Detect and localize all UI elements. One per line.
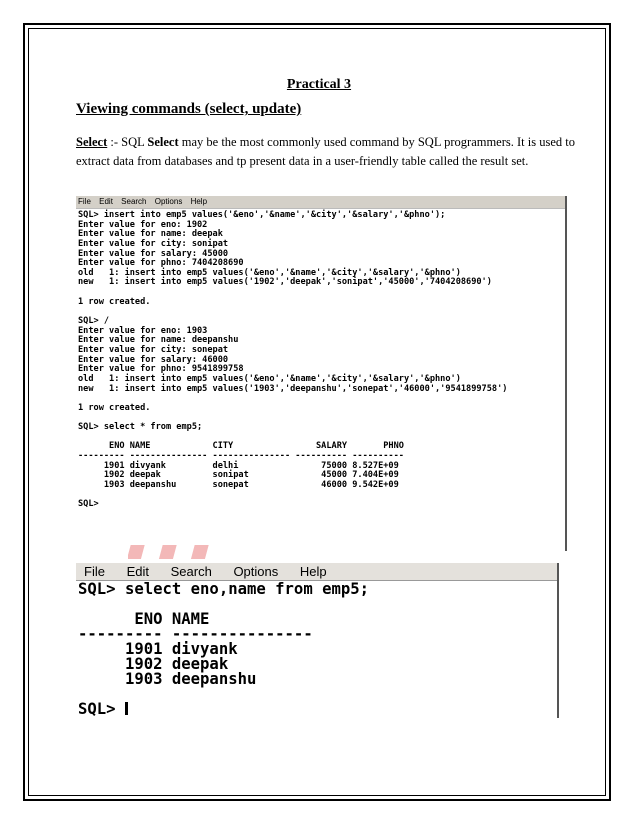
console-prompt-line[interactable] [78, 702, 557, 717]
console-line: 1901 divyank [78, 640, 238, 658]
section-heading: Viewing commands (select, update) [76, 101, 302, 117]
menu-edit[interactable]: Edit [99, 197, 113, 206]
menu-help[interactable]: Help [299, 564, 327, 579]
menu-file[interactable]: File [78, 197, 91, 206]
console-line: SQL> select eno,name from emp5; [78, 580, 370, 598]
console-line: Enter value for city: sonipat [78, 238, 229, 249]
console-line: ENO NAME CITY SALARY PHNO [78, 441, 404, 452]
console-line: Enter value for eno: 1902 [78, 219, 208, 230]
console-line [78, 687, 557, 702]
menu-help[interactable]: Help [190, 197, 208, 206]
menu-bar-1 [76, 196, 565, 209]
console-line: Enter value for phno: 7404208690 [78, 258, 244, 269]
console-line: SQL> insert into emp5 values('&eno','&name','&city','&salary','&phno'); [78, 210, 446, 220]
menu-search[interactable]: Search [121, 197, 147, 206]
console-line: Enter value for salary: 45000 [78, 248, 229, 259]
console-line [78, 394, 565, 404]
console-line: Enter value for city: sonepat [78, 344, 229, 355]
select-bold-word: Select [147, 135, 179, 149]
console-line: old 1: insert into emp5 values('&eno','&name','&city','&salary','&phno') [78, 267, 461, 278]
console-line: SQL> [78, 499, 99, 510]
console-line [78, 491, 565, 501]
console-line [78, 307, 565, 317]
description-paragraph [76, 133, 576, 171]
console-line: old 1: insert into emp5 values('&eno','&name','&city','&salary','&phno') [78, 373, 461, 384]
menu-bar-2 [76, 563, 557, 581]
console-line: 1902 deepak [78, 655, 229, 673]
menu-options[interactable]: Options [154, 197, 183, 206]
console-line: --------- --------------- --------------- ---------- ---------- [78, 451, 404, 462]
console-line: new 1: insert into emp5 values('1902','deepak','sonipat','45000','7404208690') [78, 277, 492, 288]
watermark-fragment [128, 545, 248, 559]
console-line: 1903 deepanshu [78, 670, 257, 688]
console-output-1[interactable] [76, 209, 565, 510]
sqlplus-console-window-1 [76, 196, 567, 551]
menu-edit[interactable]: Edit [126, 564, 149, 579]
console-line: Enter value for name: deepanshu [78, 335, 239, 346]
console-line: SQL> select * from emp5; [78, 422, 203, 433]
console-line: 1903 deepanshu sonepat 46000 9.542E+09 [78, 479, 399, 490]
sqlplus-console-window-2 [76, 563, 559, 718]
console-line: SQL> / [78, 316, 110, 327]
console-line: ENO NAME [78, 610, 210, 628]
page-title: Practical 3 [286, 77, 352, 92]
para-rest-text: may be the most commonly used command by SQL programmers. It is used to extract data from databases and tp present data in a user-friendly table called the result set. [76, 135, 575, 168]
para-lead-text: :- SQL [107, 135, 148, 149]
console-line: Enter value for salary: 46000 [78, 354, 229, 365]
menu-search[interactable]: Search [170, 564, 212, 579]
console-line: 1902 deepak sonipat 45000 7.404E+09 [78, 470, 399, 481]
console-line [78, 288, 565, 298]
console-output-2[interactable] [76, 581, 557, 717]
sql-prompt: SQL> [78, 700, 125, 718]
console-line: Enter value for name: deepak [78, 229, 223, 240]
text-cursor [125, 702, 128, 715]
console-line: Enter value for eno: 1903 [78, 325, 208, 336]
console-line: Enter value for phno: 9541899758 [78, 364, 244, 375]
console-line: 1901 divyank delhi 75000 8.527E+09 [78, 460, 399, 471]
console-line: 1 row created. [78, 296, 151, 307]
select-label: Select [76, 135, 108, 149]
console-line: --------- --------------- [78, 625, 313, 643]
console-line: new 1: insert into emp5 values('1903','deepanshu','sonepat','46000','9541899758') [78, 383, 508, 394]
menu-options[interactable]: Options [233, 564, 279, 579]
console-line: 1 row created. [78, 402, 151, 413]
menu-file[interactable]: File [84, 564, 105, 579]
